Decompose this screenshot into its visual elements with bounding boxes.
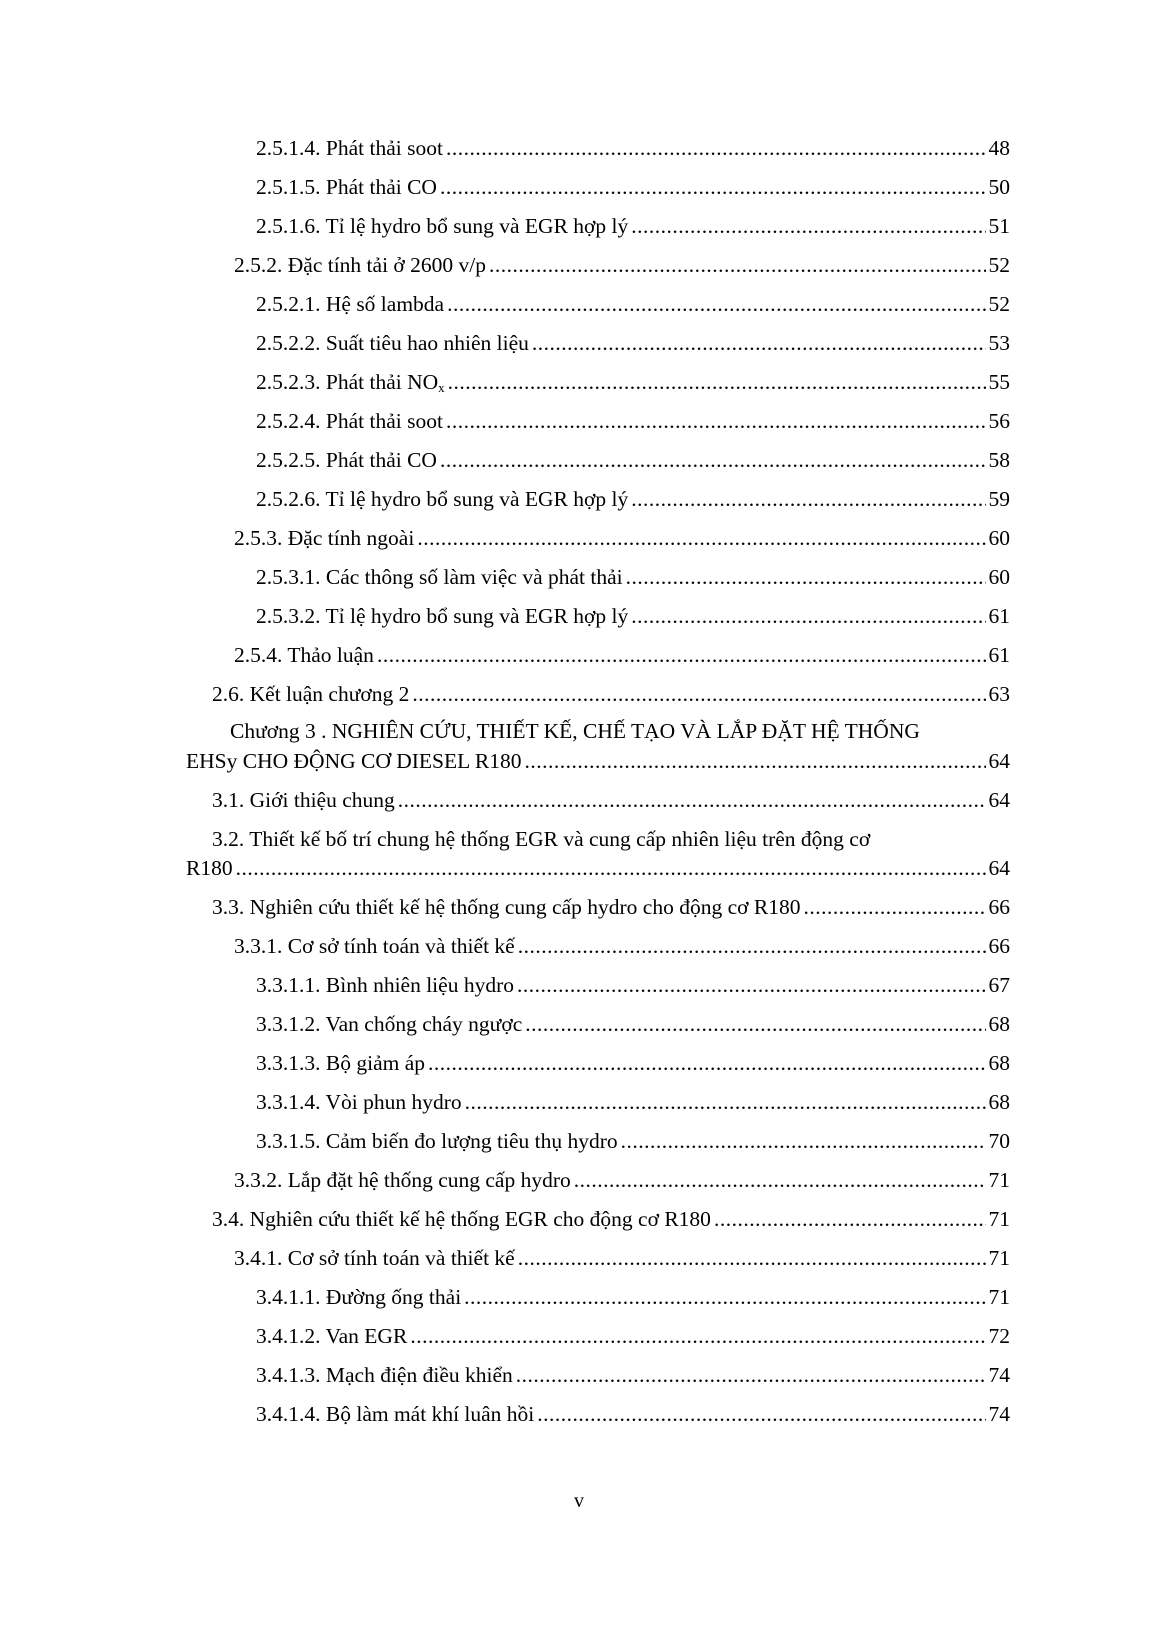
toc-entry bbox=[256, 484, 1010, 514]
page-number-footer: v bbox=[574, 1490, 584, 1512]
toc-entry-title: 3.3.1.4. Vòi phun hydro bbox=[256, 1090, 462, 1114]
toc-entry-title: 2.5.2. Đặc tính tải ở 2600 v/p bbox=[234, 253, 487, 277]
toc-entry-page: 72 bbox=[988, 1324, 1010, 1348]
toc-entry-page: 71 bbox=[988, 1168, 1010, 1192]
toc-entry bbox=[256, 172, 1010, 202]
dot-leader bbox=[447, 289, 985, 319]
toc-entry-page: 61 bbox=[988, 643, 1010, 667]
dot-leader bbox=[537, 1399, 985, 1429]
toc-entry bbox=[256, 1048, 1010, 1078]
toc-entry-page: 71 bbox=[988, 1246, 1010, 1270]
dot-leader bbox=[465, 1087, 986, 1117]
dot-leader bbox=[621, 1126, 986, 1156]
toc-entry bbox=[256, 562, 1010, 592]
toc-entry-title: 3.3.2. Lắp đặt hệ thống cung cấp hydro bbox=[234, 1168, 571, 1192]
toc-entry-page: 52 bbox=[988, 253, 1010, 277]
toc-entry bbox=[256, 406, 1010, 436]
toc-entry bbox=[256, 211, 1010, 241]
toc-entry-title: 3.4. Nghiên cứu thiết kế hệ thống EGR cho động cơ R180 bbox=[212, 1207, 711, 1231]
dot-leader bbox=[518, 1243, 986, 1273]
dot-leader bbox=[417, 523, 985, 553]
toc-entry-title: 2.5.2.5. Phát thải CO bbox=[256, 448, 437, 472]
toc-entry bbox=[234, 250, 1010, 280]
dot-leader bbox=[236, 853, 986, 883]
toc-entry bbox=[256, 970, 1010, 1000]
toc-entry-title: 2.5.2.1. Hệ số lambda bbox=[256, 292, 445, 316]
toc-entry-title: 2.5.2.2. Suất tiêu hao nhiên liệu bbox=[256, 331, 529, 355]
toc-entry-title: 3.1. Giới thiệu chung bbox=[212, 788, 395, 812]
toc-entry-title: 2.6. Kết luận chương 2 bbox=[212, 682, 410, 706]
dot-leader bbox=[525, 1009, 985, 1039]
dot-leader bbox=[516, 1360, 986, 1390]
toc-entry-title bbox=[256, 367, 445, 397]
toc-entry-title: 3.4.1.4. Bộ làm mát khí luân hồi bbox=[256, 1402, 535, 1426]
toc-entry bbox=[212, 892, 1010, 922]
toc-entry-page: 64 bbox=[988, 749, 1010, 773]
toc-entry-title-text: 2.5.2.3. Phát thải NO bbox=[256, 370, 439, 394]
toc-entry-page: 58 bbox=[988, 448, 1010, 472]
dot-leader bbox=[489, 250, 985, 280]
toc-entry-title: 2.5.3.1. Các thông số làm việc và phát thải bbox=[256, 565, 623, 589]
toc-entry-page: 64 bbox=[988, 856, 1010, 880]
subscript-x: x bbox=[438, 380, 445, 395]
toc-entry-title: 3.4.1. Cơ sở tính toán và thiết kế bbox=[234, 1246, 515, 1270]
toc-entry bbox=[256, 133, 1010, 163]
toc-entry-page: 61 bbox=[988, 604, 1010, 628]
toc-entry-title: 3.3.1.2. Van chống cháy ngược bbox=[256, 1012, 523, 1036]
dot-leader bbox=[440, 172, 986, 202]
toc-entry-page: 68 bbox=[988, 1090, 1010, 1114]
toc-entry bbox=[256, 1360, 1010, 1390]
dot-leader bbox=[377, 640, 986, 670]
dot-leader bbox=[714, 1204, 986, 1234]
toc-entry-title: 2.5.2.6. Tỉ lệ hydro bổ sung và EGR hợp lý bbox=[256, 487, 629, 511]
toc-entry-page: 66 bbox=[988, 934, 1010, 958]
toc-entry-page: 56 bbox=[988, 409, 1010, 433]
toc-entry-page: 48 bbox=[988, 136, 1010, 160]
dot-leader bbox=[574, 1165, 986, 1195]
toc-chapter-heading-line1: Chương 3 . NGHIÊN CỨU, THIẾT KẾ, CHẾ TẠO VÀ LẮP ĐẶT HỆ THỐNG bbox=[230, 719, 920, 743]
toc-entry-page: 74 bbox=[988, 1402, 1010, 1426]
toc-entry-title: 2.5.1.5. Phát thải CO bbox=[256, 175, 437, 199]
dot-leader bbox=[440, 445, 986, 475]
dot-leader bbox=[428, 1048, 986, 1078]
toc-entry-page: 68 bbox=[988, 1012, 1010, 1036]
toc-entry-page: 66 bbox=[988, 895, 1010, 919]
dot-leader bbox=[518, 931, 986, 961]
toc-entry bbox=[186, 853, 1010, 883]
toc-entry-page: 59 bbox=[988, 487, 1010, 511]
toc-entry-page: 51 bbox=[988, 214, 1010, 238]
toc-entry-page: 68 bbox=[988, 1051, 1010, 1075]
toc-entry-title: 3.3.1.5. Cảm biến đo lượng tiêu thụ hydro bbox=[256, 1129, 618, 1153]
toc-entry-page: 64 bbox=[988, 788, 1010, 812]
toc-entry-title: 2.5.3.2. Tỉ lệ hydro bổ sung và EGR hợp lý bbox=[256, 604, 629, 628]
toc-entry bbox=[256, 1399, 1010, 1429]
dot-leader bbox=[517, 970, 986, 1000]
dot-leader bbox=[446, 133, 986, 163]
toc-entry-title: 2.5.2.4. Phát thải soot bbox=[256, 409, 443, 433]
toc-entry-title: 3.3.1.3. Bộ giảm áp bbox=[256, 1051, 425, 1075]
toc-entry-page: 50 bbox=[988, 175, 1010, 199]
toc-entry-page: 71 bbox=[988, 1207, 1010, 1231]
toc-entry-title: 2.5.4. Thảo luận bbox=[234, 643, 374, 667]
toc-entry bbox=[234, 931, 1010, 961]
toc-entry-page: 71 bbox=[988, 1285, 1010, 1309]
dot-leader bbox=[412, 679, 985, 709]
dot-leader bbox=[626, 562, 986, 592]
toc-entry-title-line1: 3.2. Thiết kế bố trí chung hệ thống EGR và cung cấp nhiên liệu trên động cơ bbox=[212, 827, 871, 851]
dot-leader bbox=[631, 601, 985, 631]
dot-leader bbox=[446, 406, 986, 436]
dot-leader bbox=[398, 785, 986, 815]
toc-entry-page: 53 bbox=[988, 331, 1010, 355]
toc-entry bbox=[256, 289, 1010, 319]
toc-entry bbox=[256, 1087, 1010, 1117]
toc-chapter-heading-line2: EHSy CHO ĐỘNG CƠ DIESEL R180 bbox=[186, 749, 522, 773]
toc-entry-title: 2.5.1.4. Phát thải soot bbox=[256, 136, 443, 160]
toc-entry bbox=[256, 1321, 1010, 1351]
toc-entry bbox=[234, 523, 1010, 553]
toc-entry bbox=[212, 679, 1010, 709]
toc-entry-title: 3.3. Nghiên cứu thiết kế hệ thống cung cấp hydro cho động cơ R180 bbox=[212, 895, 801, 919]
toc-entry bbox=[186, 746, 1010, 776]
toc-entry bbox=[234, 1165, 1010, 1195]
toc-entry-page: 60 bbox=[988, 526, 1010, 550]
toc-entry-page: 52 bbox=[988, 292, 1010, 316]
toc-entry-title: 3.3.1. Cơ sở tính toán và thiết kế bbox=[234, 934, 515, 958]
toc-entry bbox=[256, 445, 1010, 475]
toc-entry-title: 2.5.3. Đặc tính ngoài bbox=[234, 526, 415, 550]
dot-leader bbox=[448, 367, 986, 397]
toc-entry-title: 3.3.1.1. Bình nhiên liệu hydro bbox=[256, 973, 514, 997]
dot-leader bbox=[631, 484, 985, 514]
toc-entry-page: 74 bbox=[988, 1363, 1010, 1387]
dot-leader bbox=[803, 892, 985, 922]
toc-entry-title: 3.4.1.2. Van EGR bbox=[256, 1324, 408, 1348]
toc-entry bbox=[212, 1204, 1010, 1234]
toc-entry bbox=[256, 1282, 1010, 1312]
toc-entry-title: 3.4.1.3. Mạch điện điều khiển bbox=[256, 1363, 513, 1387]
toc-entry-page: 55 bbox=[988, 370, 1010, 394]
toc-entry-title-line2: R180 bbox=[186, 856, 233, 880]
toc-entry bbox=[234, 1243, 1010, 1273]
toc-entry bbox=[256, 367, 1010, 397]
toc-entry-page: 70 bbox=[988, 1129, 1010, 1153]
toc-entry bbox=[256, 1126, 1010, 1156]
toc-entry-page: 67 bbox=[988, 973, 1010, 997]
toc-entry bbox=[234, 640, 1010, 670]
toc-entry-page: 63 bbox=[988, 682, 1010, 706]
toc-entry bbox=[212, 785, 1010, 815]
toc-entry-title: 3.4.1.1. Đường ống thải bbox=[256, 1285, 462, 1309]
dot-leader bbox=[532, 328, 986, 358]
dot-leader bbox=[631, 211, 985, 241]
toc-entry-page: 60 bbox=[988, 565, 1010, 589]
dot-leader bbox=[524, 746, 985, 776]
dot-leader bbox=[464, 1282, 985, 1312]
toc-entry bbox=[256, 328, 1010, 358]
toc-entry bbox=[256, 601, 1010, 631]
toc-entry-title: 2.5.1.6. Tỉ lệ hydro bổ sung và EGR hợp lý bbox=[256, 214, 629, 238]
dot-leader bbox=[410, 1321, 985, 1351]
toc-entry bbox=[256, 1009, 1010, 1039]
